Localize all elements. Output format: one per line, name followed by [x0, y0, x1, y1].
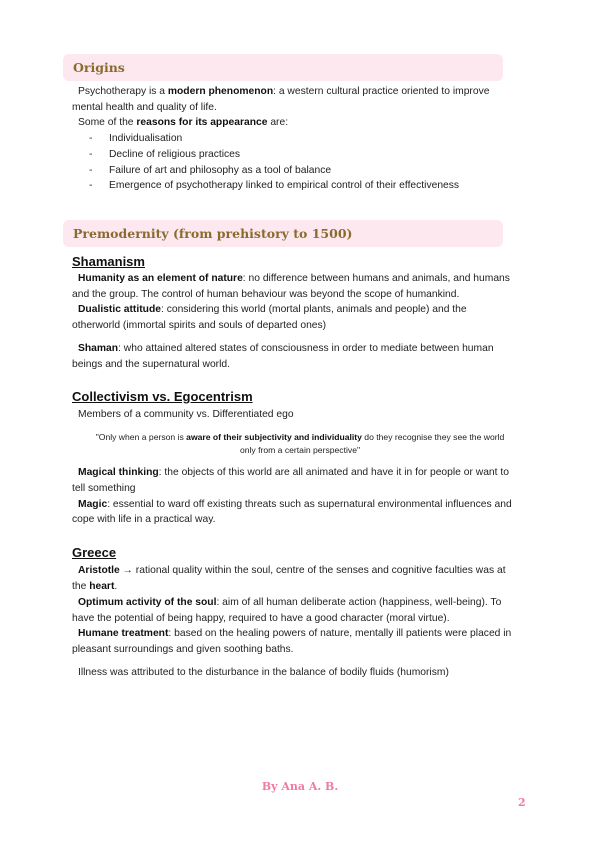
bold-text: modern phenomenon	[167, 86, 274, 97]
premodernity-heading: Premodernity (from prehistory to 1500)	[73, 226, 353, 241]
shamanism-dualistic	[72, 302, 534, 318]
origins-paragraph-1-line-2: mental health and quality of life.	[72, 101, 217, 113]
bold-text: Humane treatment	[78, 628, 169, 639]
shamanism-title: Shamanism	[72, 254, 145, 269]
shamanism-humanity-line-2: and the group. The control of human behaviour was beyond the scope of humankind.	[72, 288, 460, 300]
greece-aristotle-line-2	[72, 579, 528, 595]
collectivism-magical-thinking	[72, 465, 534, 481]
greece-humane	[72, 626, 534, 642]
text: do they recognise they see the world	[361, 432, 505, 442]
premodernity-heading-box	[63, 220, 503, 247]
bold-text: Magic	[78, 498, 108, 510]
bold-text: Aristotle	[78, 565, 120, 576]
list-item	[89, 163, 331, 179]
bold-text: Magical thinking	[78, 467, 159, 478]
text: .	[114, 580, 118, 592]
bold-text: heart	[89, 580, 115, 592]
text: : based on the healing powers of nature, mentally ill patients were placed in	[168, 628, 512, 639]
list-item	[89, 178, 459, 194]
shamanism-humanity	[72, 271, 534, 287]
shamanism-dualistic-line-2: otherworld (immortal spirits and souls of departed ones)	[72, 319, 327, 331]
greece-title: Greece	[72, 545, 117, 560]
origins-paragraph-2	[72, 115, 534, 131]
bold-text: Optimum activity of the soul	[78, 597, 217, 608]
greece-aristotle	[72, 563, 534, 579]
text: : the objects of this world are all animated and have it in for people or want to	[158, 467, 509, 478]
origins-paragraph-1	[72, 84, 534, 100]
text: are:	[267, 117, 289, 128]
collectivism-title: Collectivism vs. Egocentrism	[72, 389, 253, 404]
origins-heading-box	[63, 54, 503, 81]
collectivism-magical-line-2: tell something	[72, 482, 136, 494]
text: → rational quality within the soul, centre of the senses and cognitive faculties was at	[119, 565, 506, 576]
collectivism-line-1: Members of a community vs. Differentiated ego	[78, 409, 294, 420]
footer-author: By Ana A. B.	[261, 780, 339, 793]
list-item	[89, 147, 240, 163]
text: : who attained altered states of consciousness in order to mediate between human	[118, 343, 494, 354]
collectivism-magic	[72, 497, 534, 513]
bullet-marker: -	[89, 164, 93, 176]
text: : essential to ward off existing threats such as supernatural environmental influences and	[107, 498, 512, 510]
list-item	[89, 131, 182, 147]
list-item-text: Individualisation	[109, 133, 183, 144]
quote-line-2: only from a certain perspective"	[239, 445, 361, 455]
bullet-marker: -	[89, 149, 93, 160]
bullet-marker: -	[89, 180, 93, 191]
list-item-text: Decline of religious practices	[109, 149, 241, 160]
text: : a western cultural practice oriented to improve	[273, 86, 490, 97]
text: "Only when a person is	[95, 432, 187, 442]
greece-humane-line-2: pleasant surroundings and given soothing baths.	[72, 643, 294, 655]
shamanism-shaman-line-2: beings and the supernatural world.	[72, 358, 230, 370]
text: Psychotherapy is a	[78, 86, 168, 97]
origins-heading: Origins	[73, 60, 125, 75]
collectivism-magic-line-2: cope with life in a practical way.	[72, 514, 216, 525]
greece-illness: Illness was attributed to the disturbance in the balance of bodily fluids (humorism)	[78, 667, 449, 678]
greece-optimum	[72, 595, 534, 611]
quote	[72, 431, 528, 444]
greece-optimum-line-2: have the potential of being happy, required to have a good character (moral virtue).	[72, 612, 450, 624]
text: : no difference between humans and animals, and humans	[242, 273, 510, 284]
text: the	[72, 580, 90, 592]
shamanism-shaman	[72, 341, 534, 357]
bold-text: reasons for its appearance	[136, 117, 268, 128]
bold-text: Humanity as an element of nature	[78, 273, 243, 284]
list-item-text: Emergence of psychotherapy linked to empirical control of their effectiveness	[109, 180, 460, 191]
bold-text: aware of their subjectivity and individuality	[186, 432, 362, 442]
bold-text: Dualistic attitude	[78, 304, 161, 315]
page-number: 2	[518, 796, 526, 809]
text: : aim of all human deliberate action (happiness, well-being). To	[216, 597, 502, 608]
text: : considering this world (mortal plants, animals and people) and the	[160, 304, 467, 315]
text: Some of the	[78, 117, 137, 128]
list-item-text: Failure of art and philosophy as a tool of balance	[109, 164, 332, 176]
bullet-marker: -	[89, 133, 93, 144]
bold-text: Shaman	[78, 343, 119, 354]
